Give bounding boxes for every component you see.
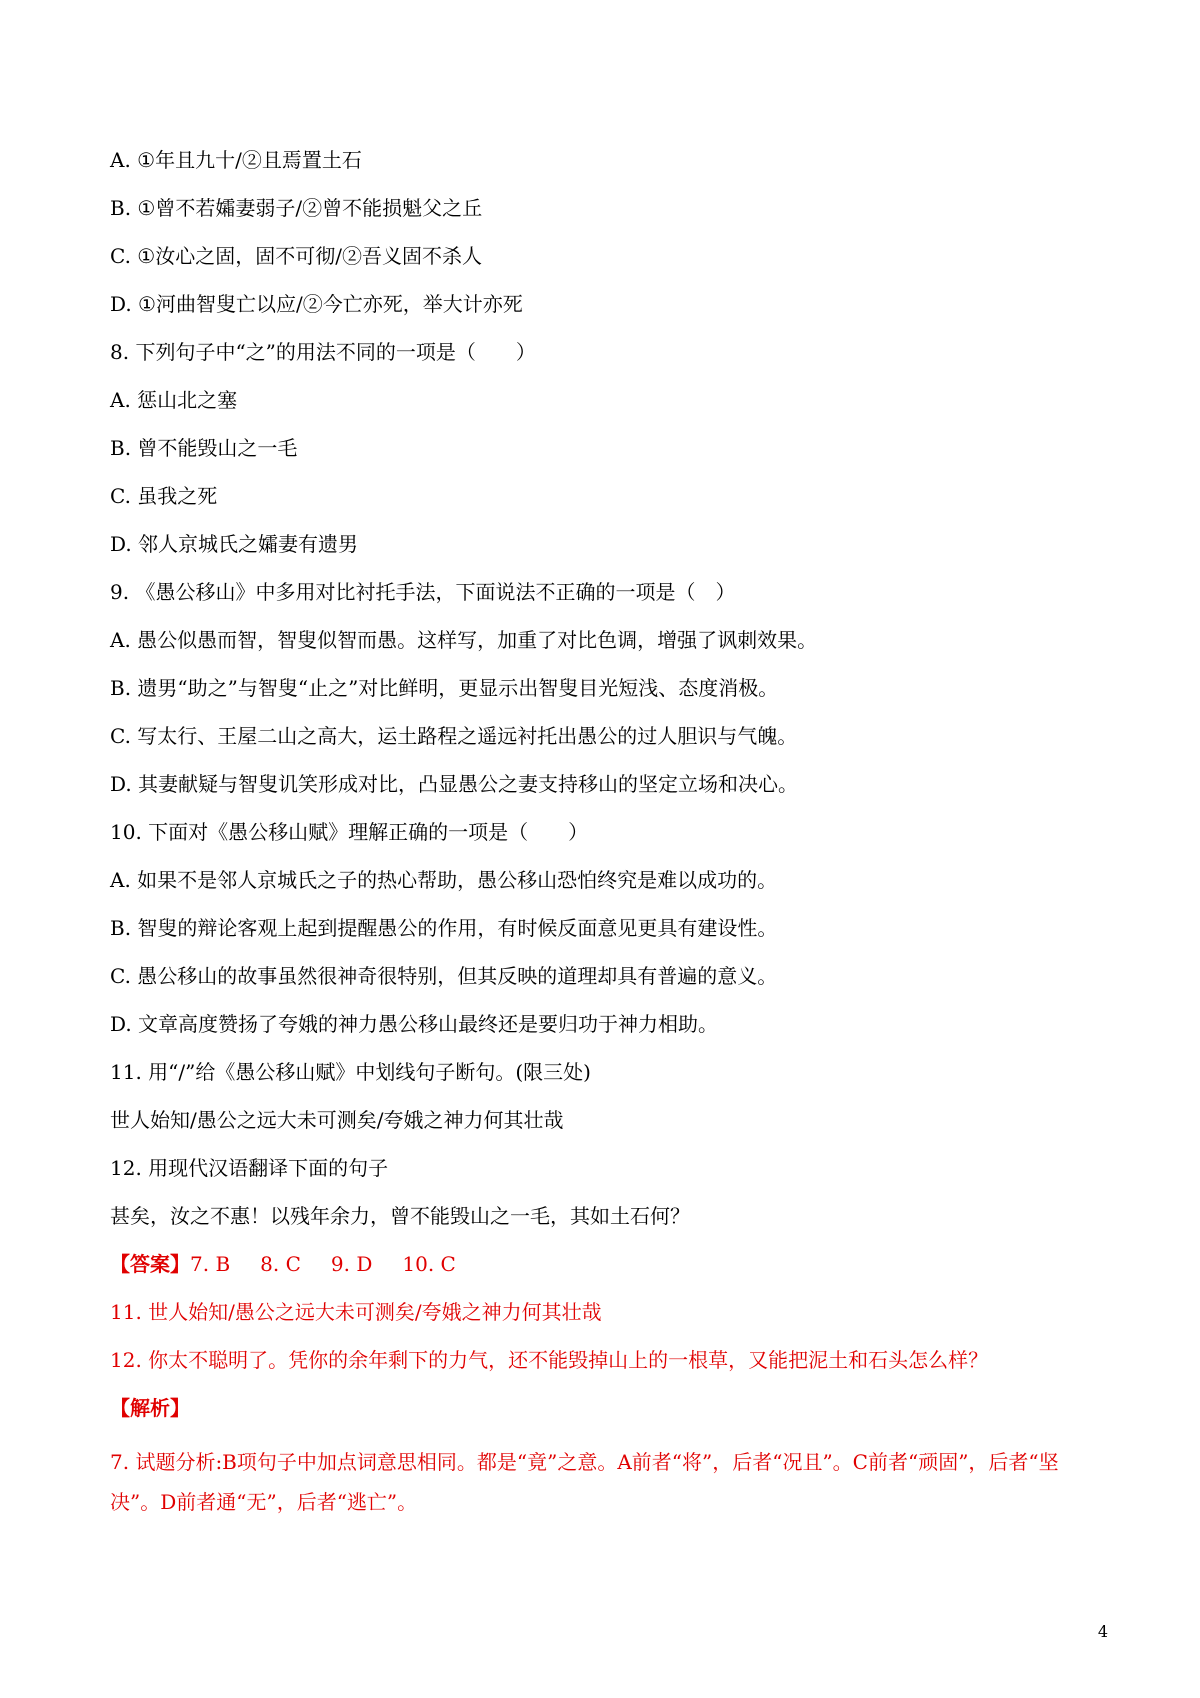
- page-number: 4: [1097, 1622, 1108, 1641]
- q11-sentence: 世人始知/愚公之远大未可测矣/夸娥之神力何其壮哉: [110, 1108, 564, 1132]
- answer-label: 【答案】: [110, 1252, 190, 1276]
- q7-option-a: A. ①年且九十/②且焉置土石: [110, 148, 362, 172]
- q9-stem: 9. 《愚公移山》中多用对比衬托手法，下面说法不正确的一项是（ ）: [110, 580, 736, 604]
- q12-sentence: 甚矣，汝之不惠！以残年余力，曾不能毁山之一毛，其如土石何？: [110, 1204, 690, 1228]
- q8-option-a: A. 惩山北之塞: [110, 388, 238, 412]
- answer-line: [110, 1250, 1100, 1278]
- q7-option-b: B. ①曾不若孀妻弱子/②曾不能损魁父之丘: [110, 196, 483, 220]
- q8-stem: 8. 下列句子中“之”的用法不同的一项是（ ）: [110, 340, 536, 364]
- answer-10: 10. C: [402, 1252, 456, 1276]
- q7-option-c: C. ①汝心之固，固不可彻/②吾义固不杀人: [110, 244, 482, 268]
- q9-option-b: B. 遗男“助之”与智叟“止之”对比鲜明，更显示出智叟目光短浅、态度消极。: [110, 676, 779, 700]
- q12-stem: 12. 用现代汉语翻译下面的句子: [110, 1156, 389, 1180]
- q10-stem: 10. 下面对《愚公移山赋》理解正确的一项是（ ）: [110, 820, 589, 844]
- q10-option-a: A. 如果不是邻人京城氏之子的热心帮助，愚公移山恐怕终究是难以成功的。: [110, 868, 778, 892]
- q9-option-a: A. 愚公似愚而智，智叟似智而愚。这样写，加重了对比色调，增强了讽刺效果。: [110, 628, 818, 652]
- answer-7: 7. B: [190, 1252, 231, 1276]
- q10-option-c: C. 愚公移山的故事虽然很神奇很特别，但其反映的道理却具有普遍的意义。: [110, 964, 778, 988]
- answer-8: 8. C: [260, 1252, 301, 1276]
- analysis-label: 【解析】: [110, 1396, 190, 1420]
- q11-stem: 11. 用“/”给《愚公移山赋》中划线句子断句。(限三处): [110, 1060, 591, 1084]
- q8-option-b: B. 曾不能毁山之一毛: [110, 436, 298, 460]
- answer-12: 12. 你太不聪明了。凭你的余年剩下的力气，还不能毁掉山上的一根草，又能把泥土和石头怎么样？: [110, 1348, 989, 1372]
- q8-option-c: C. 虽我之死: [110, 484, 218, 508]
- q9-option-d: D. 其妻献疑与智叟讥笑形成对比，凸显愚公之妻支持移山的坚定立场和决心。: [110, 772, 799, 796]
- answer-9: 9. D: [330, 1252, 373, 1276]
- q7-option-d: D. ①河曲智叟亡以应/②今亡亦死，举大计亦死: [110, 292, 523, 316]
- q8-option-d: D. 邻人京城氏之孀妻有遗男: [110, 532, 359, 556]
- q9-option-c: C. 写太行、王屋二山之高大，运土路程之遥远衬托出愚公的过人胆识与气魄。: [110, 724, 798, 748]
- answer-11: 11. 世人始知/愚公之远大未可测矣/夸娥之神力何其壮哉: [110, 1300, 602, 1324]
- analysis-text: 7. 试题分析:B项句子中加点词意思相同。都是“竟”之意。A前者“将”，后者“况且”。C前者“顽固”，后者“坚决”。D前者通“无”，后者“逃亡”。: [110, 1450, 1059, 1514]
- q10-option-d: D. 文章高度赞扬了夸娥的神力愚公移山最终还是要归功于神力相助。: [110, 1012, 719, 1036]
- q10-option-b: B. 智叟的辩论客观上起到提醒愚公的作用，有时候反面意见更具有建设性。: [110, 916, 778, 940]
- page-content: [110, 146, 1100, 1522]
